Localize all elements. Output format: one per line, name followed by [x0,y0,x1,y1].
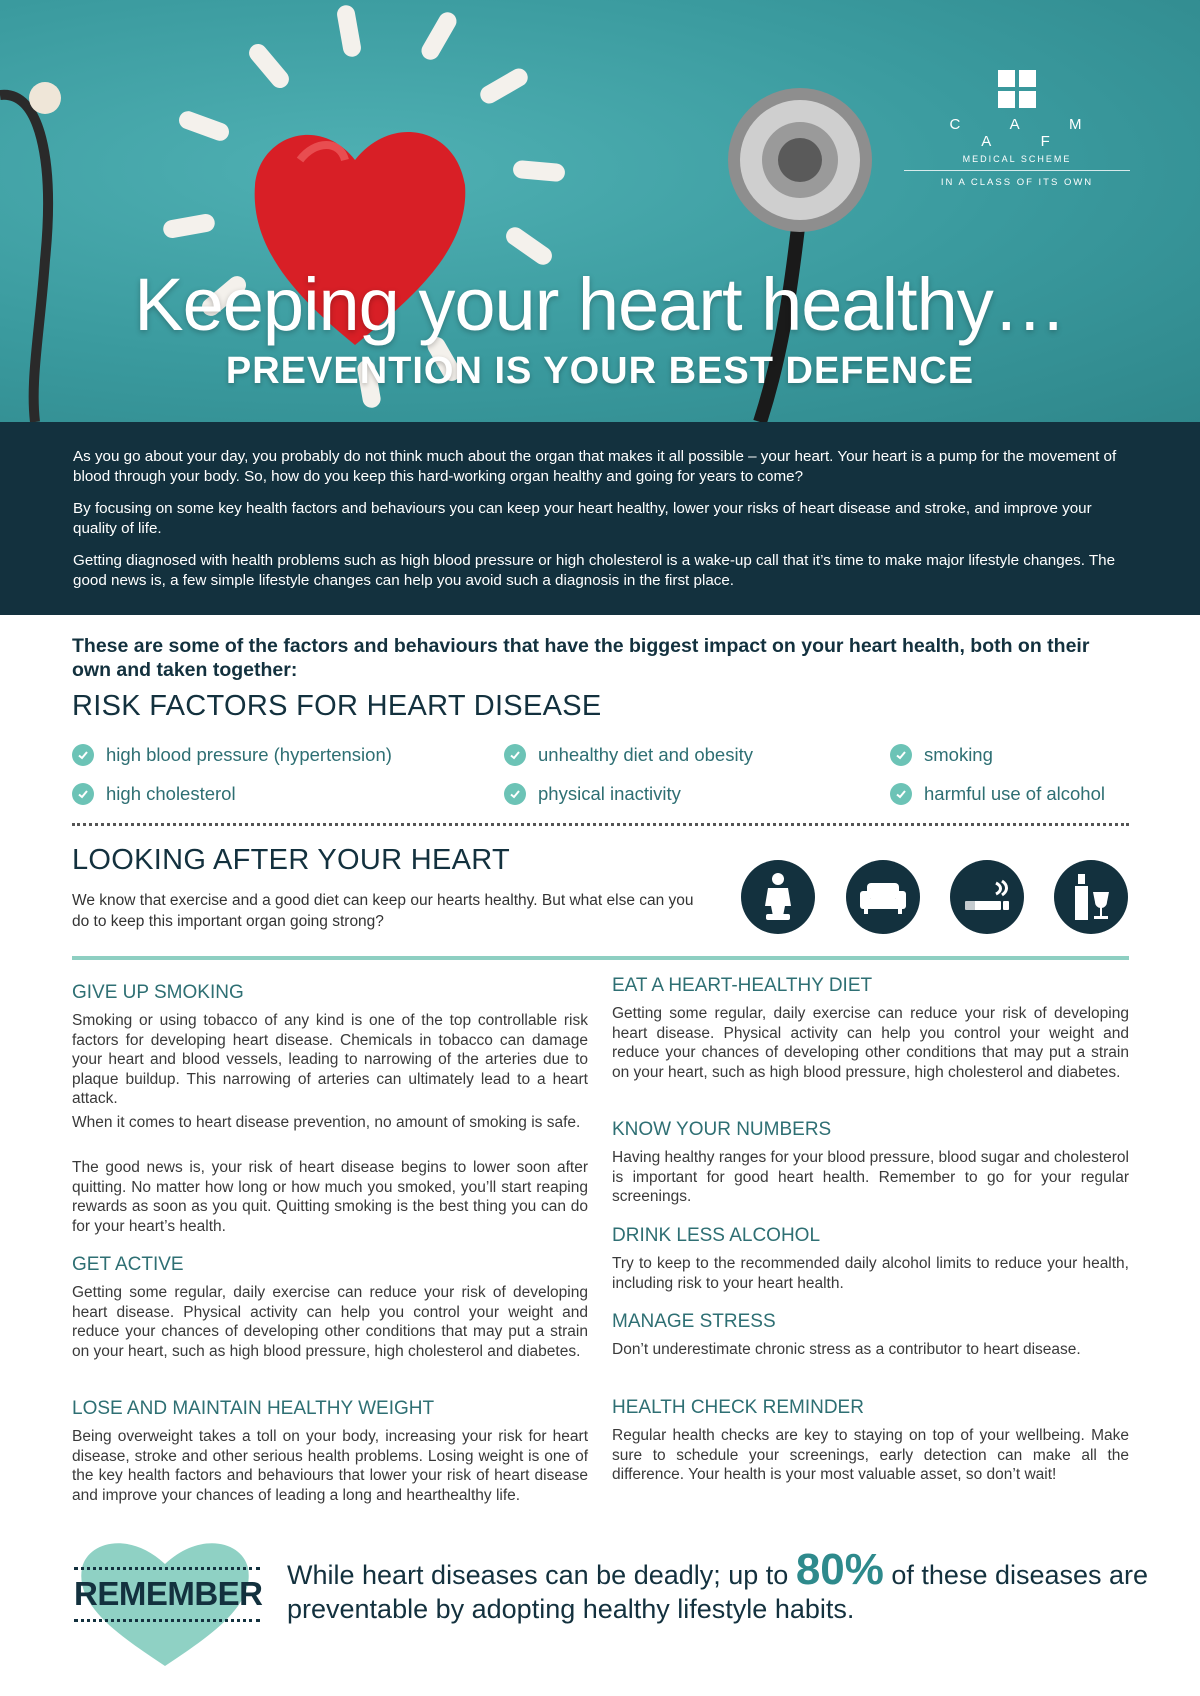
risk-item [504,783,681,805]
camaf-logo [904,70,1130,188]
section-text: Don’t underestimate chronic stress as a contributor to heart disease. [612,1341,1081,1358]
brand-tagline: IN A CLASS OF ITS OWN [940,177,1094,188]
check-icon [504,783,526,805]
check-icon [890,744,912,766]
risk-item-label: harmful use of alcohol [924,783,1105,804]
risk-item [72,744,392,766]
alcohol-icon [1054,860,1128,934]
section-text: The good news is, your risk of heart disease begins to lower soon after quitting. No matter how long or how much you smoked, you’ll start reaping rewards as soon as you quit. Quitting smoking is the best thing you can do for your heart’s health. [72,1159,588,1235]
lead-statement: These are some of the factors and behaviours that have the biggest impact on your heart health, both on their own and taken together: [72,635,1090,681]
risk-item-label: unhealthy diet and obesity [538,744,753,765]
section-title: LOSE AND MAINTAIN HEALTHY WEIGHT [72,1398,435,1419]
section-title: GIVE UP SMOKING [72,982,244,1003]
risk-item-label: physical inactivity [538,783,681,804]
risk-item-label: high cholesterol [106,783,236,804]
dotted-divider [72,823,1129,826]
couch-icon [846,860,920,934]
section-title: MANAGE STRESS [612,1311,776,1332]
remember-divider [74,1567,260,1570]
logo-divider [904,170,1130,171]
remember-label: REMEMBER [74,1575,263,1612]
page-subtitle: PREVENTION IS YOUR BEST DEFENCE [225,350,975,392]
section-text: Getting some regular, daily exercise can reduce your risk of developing heart disease. Physical activity can help you control your weight and reduce your chances of developing other conditions that may put a strain on your heart, such as high blood pressure, high cholesterol and diabetes. [72,1284,588,1360]
section-text: Having healthy ranges for your blood pressure, blood sugar and cholesterol is important for good heart health. Remember to go for your regular screenings. [612,1149,1129,1205]
risk-heading: RISK FACTORS FOR HEART DISEASE [72,690,602,722]
section-text: Smoking or using tobacco of any kind is one of the top controllable risk factors for developing heart disease. Chemicals in tobacco can damage your heart and blood vessels, leading to narrowing of the arteries due to plaque buildup. This narrowing of arteries can ultimately lead to a heart attack. [72,1012,588,1107]
weight-scale-icon [741,860,815,934]
brand-name: C A M A F [949,116,1105,150]
intro-paragraph: By focusing on some key health factors and behaviours you can keep your heart healthy, lower your risks of heart disease and stroke, and improve your quality of life. [73,500,1092,537]
intro-band [0,422,1200,615]
remember-text-pre: While heart diseases can be deadly; up to [287,1560,796,1590]
intro-paragraph: Getting diagnosed with health problems such as high blood pressure or high cholesterol is a wake-up call that it’s time to make major lifestyle changes. The good news is, a few simple lifestyle changes can help you avoid such a diagnosis in the first place. [73,552,1116,589]
check-icon [890,783,912,805]
risk-item [890,744,993,766]
brand-sub: MEDICAL SCHEME [962,154,1072,164]
hero-banner [0,0,1200,422]
remember-stat: 80% [795,1545,884,1594]
risk-item-label: smoking [924,744,993,765]
remember-statement [287,1545,1167,1626]
risk-item [890,783,1105,805]
section-title: EAT A HEART-HEALTHY DIET [612,975,873,996]
page-title: Keeping your heart healthy… [134,263,1066,346]
risk-item [504,744,753,766]
risk-item [72,783,236,805]
risk-item-label: high blood pressure (hypertension) [106,744,392,765]
section-text: Being overweight takes a toll on your body, increasing your risk for heart disease, stroke and other serious health problems. Losing weight is one of the key health factors and behaviours that lower your risk of heart disease and improve your chances of leading a long and hearthealthy life. [72,1428,588,1504]
section-divider [72,956,1129,960]
intro-paragraph: As you go about your day, you probably do not think much about the organ that makes it all possible – your heart. Your heart is a pump for the movement of blood through your body. So, how do you keep this hard-working organ healthy and going for years to come? [73,448,1117,485]
remember-divider [74,1619,260,1622]
section-text: Try to keep to the recommended daily alcohol limits to reduce your health, including risk to your heart health. [612,1255,1129,1292]
section-title: GET ACTIVE [72,1254,184,1275]
section-title: DRINK LESS ALCOHOL [612,1225,821,1246]
check-icon [72,744,94,766]
check-icon [504,744,526,766]
section-title: HEALTH CHECK REMINDER [612,1397,864,1418]
camaf-logo-mark [998,70,1036,108]
section-text: Regular health checks are key to staying on top of your wellbeing. Make sure to schedule your screenings, early detection can make all the difference. Your health is your most valuable asset, so don’t wait! [612,1427,1129,1483]
section-text: Getting some regular, daily exercise can reduce your risk of developing heart disease. Physical activity can help you control your weight and reduce your chances of developing other conditions that may put a strain on your heart, such as high blood pressure, high cholesterol and diabetes. [612,1005,1129,1081]
section-text: When it comes to heart disease prevention, no amount of smoking is safe. [72,1114,581,1131]
section-title: KNOW YOUR NUMBERS [612,1119,832,1140]
check-icon [72,783,94,805]
looking-intro: We know that exercise and a good diet can keep our hearts healthy. But what else can you do to keep this important organ going strong? [72,892,694,930]
remember-text-post: of these diseases are preventable by adopting healthy lifestyle habits. [287,1560,1149,1624]
cigarette-icon [950,860,1024,934]
looking-heading: LOOKING AFTER YOUR HEART [72,844,510,876]
